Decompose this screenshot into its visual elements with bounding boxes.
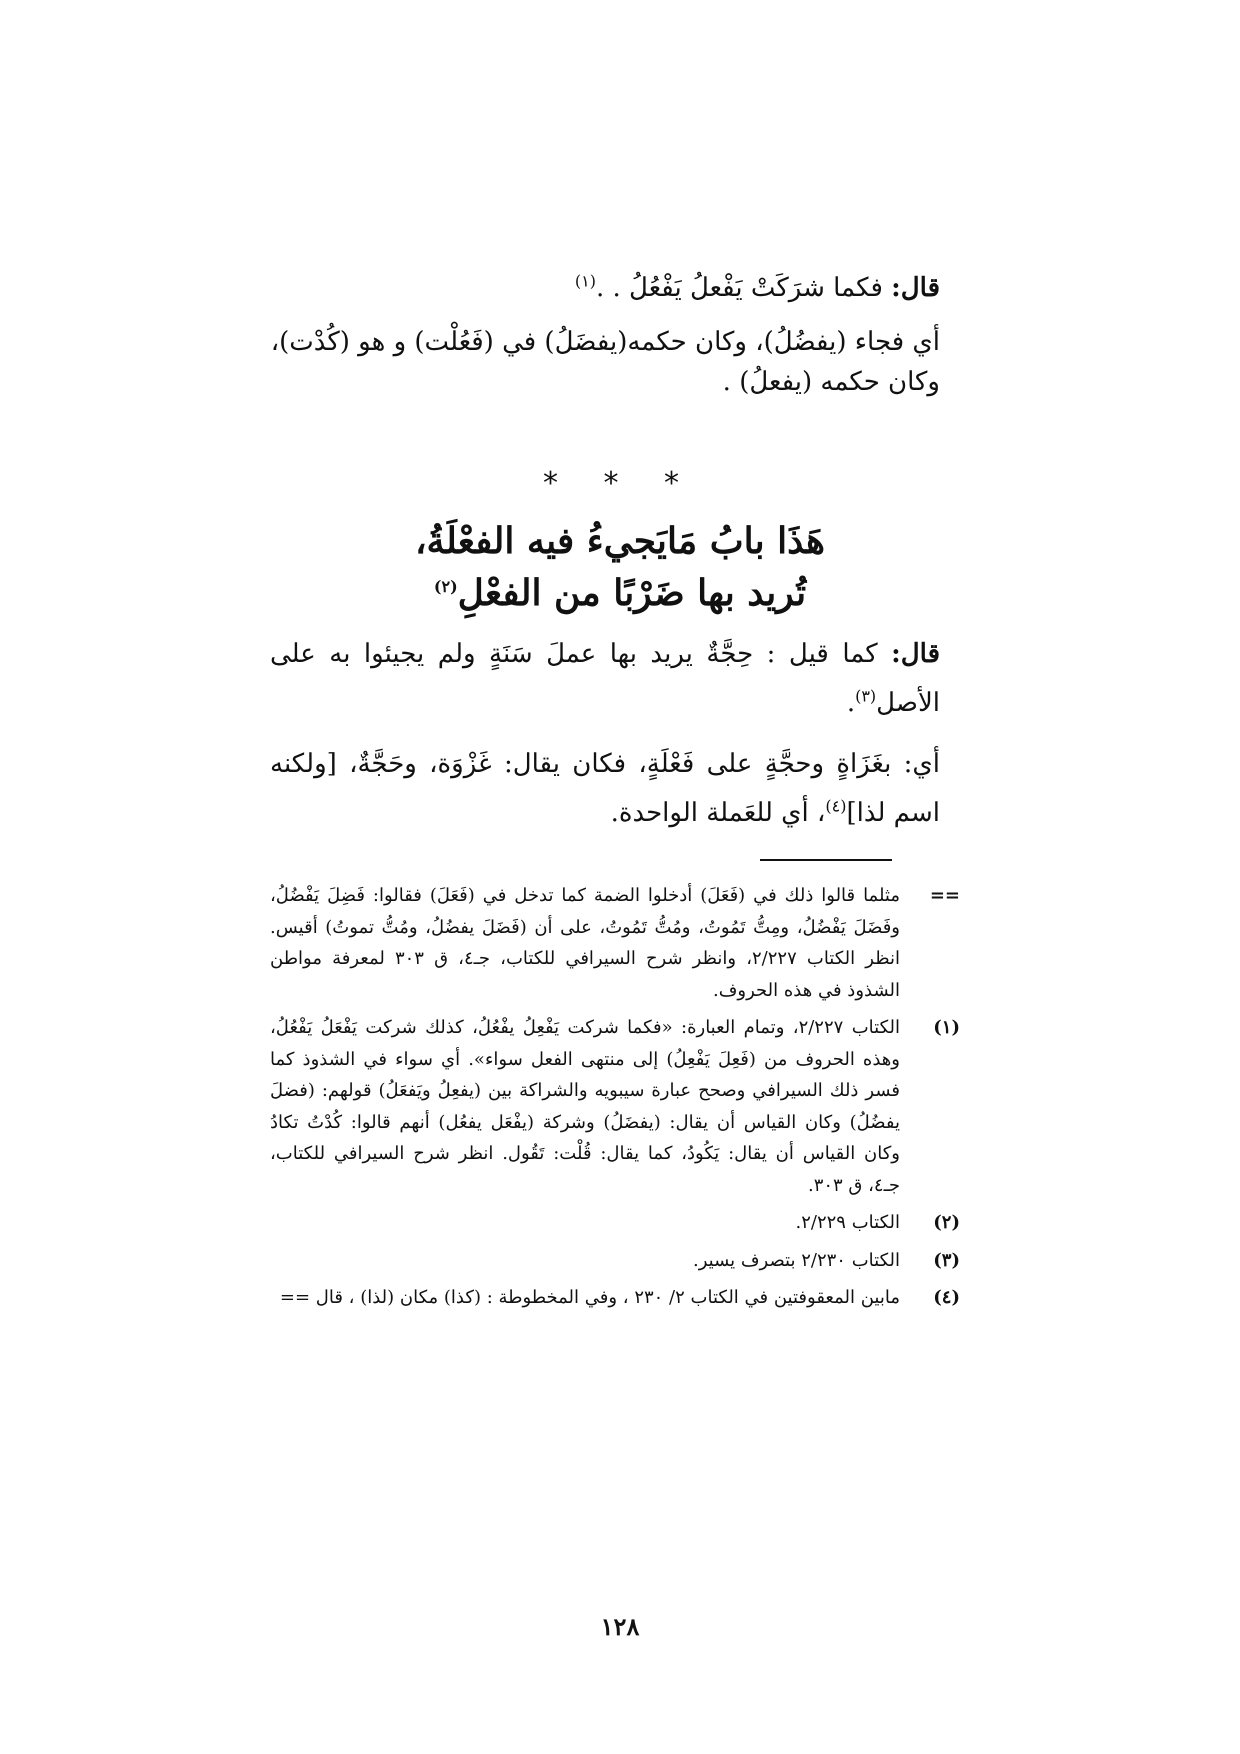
qal-label: قال: [891,639,940,669]
footnote-text: الكتاب ٢/٢٢٧، وتمام العبارة: «فكما شركت يَفْعِلُ يفْعُلُ، كذلك شركت يَفْعَلُ يَفْعُلُ، وهذه الحروف من (فَعِلَ يَفْعِلُ) إلى منتهى الفعل سواء». أي سواء في الشذوذ كما فسر ذلك السيرافي وصحح عبارة سيبويه والشراكة بين (يفعِلُ ويَفعَلُ) قولهم: (فضلَ يفضُلُ) وكان القياس أن يقال: (يفضَلُ) وشركة (يفْعَل يفعُل) أنهم قالوا: كُدْتُ تكادُ وكان القياس أن يقال: يَكُودُ، كما يقال: قُلْت: تَقُول. انظر شرح السيرافي للكتاب، جـ٤، ق ٣٠٣. [270,1017,900,1196]
footnote-item [270,1012,960,1201]
footnote-text: الكتاب ٢/٢٢٩. [795,1212,900,1233]
top-quote-line [270,268,940,308]
footnote-number: (١) [933,1017,960,1038]
second-quote-paragraph [270,630,940,729]
footnotes [270,880,960,1320]
footnote-number: (٢) [933,1212,960,1233]
page-number: ١٢٨ [600,1612,640,1641]
qal-label: قال: [891,273,940,303]
footnote-ref: (٣) [855,686,877,706]
footnote-text: الكتاب ٢/٢٣٠ بتصرف يسير. [692,1249,900,1271]
heading-line-2-text: تُريد بها ضَرْبًا من الفعْلِ [457,572,807,615]
top-quote [270,268,940,308]
second-quote [270,630,940,729]
footnote-number: (٣) [933,1249,960,1271]
heading-line-2 [280,567,960,619]
top-quote-text: فكما شرَكَتْ يَفْعلُ يَفْعُلُ . . [596,273,883,303]
second-quote-end: . [846,688,856,719]
second-explanation-text: أي: بغَزَاةٍ وحجَّةٍ على فَعْلَةٍ، فكان يقال: غَزْوَة، وحَجَّةٌ، [ولكنه اسم لذا] [270,749,940,829]
chapter-heading [280,515,960,619]
footnote-item [270,1245,960,1277]
section-separator: * * * [542,466,698,501]
footnote-text: مابين المعقوفتين في الكتاب ٢/ ٢٣٠ ، وفي المخطوطة : (كذا) مكان (لذا) ، قال == [279,1287,900,1308]
footnote-number: (٤) [933,1287,960,1308]
footnote-item [270,880,960,1006]
footnote-item [270,1207,960,1239]
footnote-ref: (١) [574,271,596,291]
footnote-ref: (٢) [433,577,458,597]
footnote-number: == [929,885,960,906]
footnote-item [270,1282,960,1314]
explanation [270,322,940,403]
second-explanation [270,740,940,839]
footnote-ref: (٤) [825,796,847,816]
footnote-text: مثلما قالوا ذلك في (فَعَلَ) أدخلوا الضمة كما تدخل في (فَعَلَ) فقالوا: فَضِلَ يَفْضُلُ، وفَضَلَ يَفْضُلُ، ومِتُّ تَمُوتُ، ومُتُّ تَمُوتُ، على أن (فَضَلَ يفضُلُ، ومُتُّ تموتُ) أقيس. انظر الكتاب ٢/٢٢٧، وانظر شرح السيرافي للكتاب، جـ٤، ق ٣٠٣ لمعرفة مواطن الشذوذ في هذه الحروف. [270,885,900,1001]
heading-line-1: هَذَا بابُ مَايَجيءُ فيه الفعْلَةُ، [414,520,826,562]
second-explanation-paragraph [270,740,940,839]
second-quote-text: كما قيل : حِجَّةٌ يريد بها عملَ سَنَةٍ ولم يجيئوا به على الأصل [270,639,940,719]
second-explanation-end: ، أي للعَملة الواحدة. [610,798,826,829]
explanation-line-2: وكان حكمه (يفعلُ) . [722,367,940,398]
explanation-line-1: أي فجاء (يفضُلُ)، وكان حكمه(يفضَلُ) في (فَعُلْت) و هو (كُدْت)، [270,327,940,357]
footnote-divider [760,859,892,861]
